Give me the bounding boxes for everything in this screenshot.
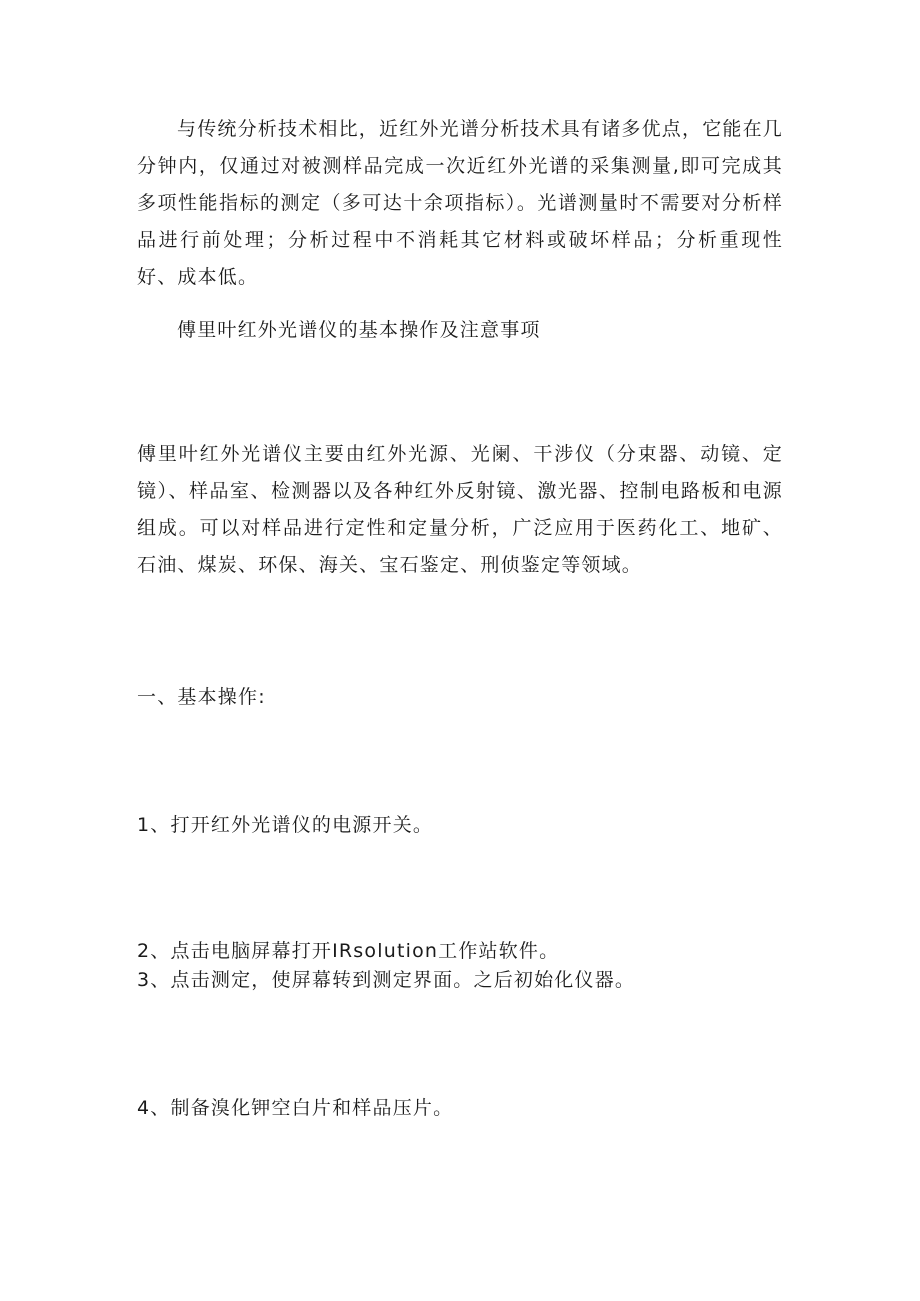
step-item: 4、制备溴化钾空白片和样品压片。 (137, 1097, 454, 1119)
intro-paragraph: 与传统分析技术相比，近红外光谱分析技术具有诸多优点，它能在几分钟内，仅通过对被测样品完成一次近红外光谱的采集测量,即可完成其多项性能指标的测定（多可达十余项指标）。光谱测量时不需要对分析样品进行前处理；分析过程中不消耗其它材料或破坏样品；分析重现性好、成本低。 (137, 118, 784, 288)
document-title: 傅里叶红外光谱仪的基本操作及注意事项 (177, 319, 541, 341)
step-item: 2、点击电脑屏幕打开IRsolution工作站软件。 (137, 940, 560, 962)
step-item: 1、打开红外光谱仪的电源开关。 (137, 814, 434, 836)
step-item: 3、点击测定，使屏幕转到测定界面。之后初始化仪器。 (137, 969, 636, 991)
section-heading: 一、基本操作: (137, 686, 266, 708)
description-paragraph: 傅里叶红外光谱仪主要由红外光源、光阑、干涉仪（分束器、动镜、定镜）、样品室、检测器以及各种红外反射镜、激光器、控制电路板和电源组成。可以对样品进行定性和定量分析，广泛应用于医药化工、地矿、石油、煤炭、环保、海关、宝石鉴定、刑侦鉴定等领域。 (137, 443, 783, 576)
